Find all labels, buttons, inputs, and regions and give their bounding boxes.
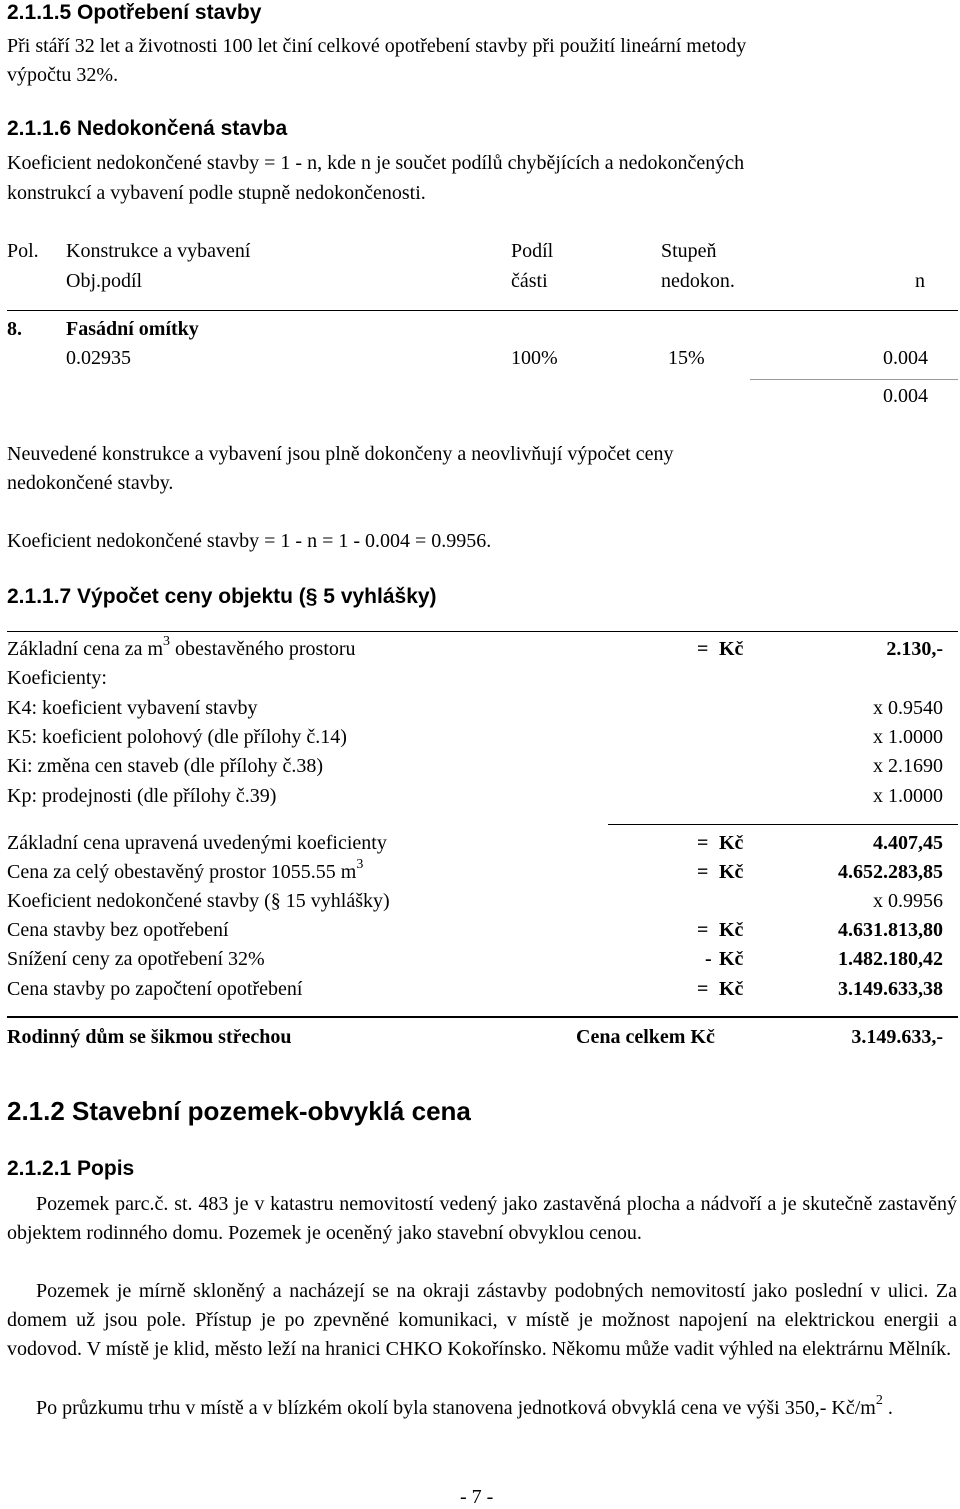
coef-value: x 1.0000 xyxy=(873,785,943,807)
adjusted-price-op: = xyxy=(697,832,709,854)
label-part: Základní cena za m xyxy=(7,638,164,660)
unfinished-coef-value: x 0.9956 xyxy=(873,890,943,912)
table-total: 0.004 xyxy=(883,385,928,407)
coef-value: x 2.1690 xyxy=(873,755,943,777)
text-line: výpočtu 32%. xyxy=(7,64,119,86)
price-no-wear-value: 4.631.813,80 xyxy=(838,919,943,941)
table-header-pol: Pol. xyxy=(7,240,39,262)
section-heading-nedokoncena: 2.1.1.6 Nedokončená stavba xyxy=(7,117,288,140)
coef-label: K4: koeficient vybavení stavby xyxy=(7,697,258,719)
adjusted-price-label: Základní cena upravená uvedenými koeficienty xyxy=(7,832,387,854)
table-row-obj: 0.02935 xyxy=(66,347,131,369)
base-price-value: 2.130,- xyxy=(886,638,943,660)
price-no-wear-label: Cena stavby bez opotřebení xyxy=(7,919,229,941)
table-header-casti: části xyxy=(511,270,548,292)
text-line: Koeficient nedokončené stavby = 1 - n, kde n je součet podílů chybějících a nedokončených xyxy=(7,152,745,174)
coef-label: Ki: změna cen staveb (dle přílohy č.38) xyxy=(7,755,323,777)
table-row-podil: 100% xyxy=(511,347,558,369)
table-rule xyxy=(7,310,958,311)
paragraph-text: Pozemek je mírně skloněný a nacházejí se na okraji zástavby podobných nemovitostí jako poslední v ulici. Za domem už jsou pole. Přístup je po zpevněné komunikaci, v místě je možnost napojení na elektrickou energii a vodovod. V místě je klid, město leží na hranici CHKO Kokořínsko. Někomu může vadit výhled na elektrárnu Mělník. xyxy=(7,1280,957,1360)
paragraph-sign-icon: § xyxy=(270,890,281,912)
table-row-n: 0.004 xyxy=(883,347,928,369)
label-part: Cena za celý obestavěný prostor 1055.55 m xyxy=(7,861,357,883)
base-price-op: = xyxy=(697,638,709,660)
table-header-nedokon: nedokon. xyxy=(661,270,735,292)
wear-reduction-op: - xyxy=(705,948,712,970)
adjusted-price-currency: Kč xyxy=(719,832,744,854)
table-header-obj-podil: Obj.podíl xyxy=(66,270,143,292)
unfinished-coef-label xyxy=(7,890,390,913)
text-line: konstrukcí a vybavení podle stupně nedokončenosti. xyxy=(7,182,426,204)
label-part: 15 vyhlášky) xyxy=(280,890,390,912)
price-after-wear-op: = xyxy=(697,978,709,1000)
heading-part: 2.1.1.7 Výpočet ceny objektu ( xyxy=(7,585,306,608)
paragraph-sign-icon: § xyxy=(305,585,318,608)
wear-reduction-currency: Kč xyxy=(719,948,744,970)
superscript: 3 xyxy=(163,634,171,650)
sum-rule xyxy=(750,379,958,380)
table-header-podil: Podíl xyxy=(511,240,554,262)
section-heading-pozemek: 2.1.2 Stavební pozemek-obvyklá cena xyxy=(7,1096,471,1126)
wear-reduction-label: Snížení ceny za opotřebení 32% xyxy=(7,948,265,970)
text-line: Neuvedené konstrukce a vybavení jsou plně dokončeny a neovlivňují výpočet ceny xyxy=(7,443,674,465)
wear-reduction-value: 1.482.180,42 xyxy=(838,948,943,970)
adjusted-price-value: 4.407,45 xyxy=(873,832,943,854)
coefficients-label: Koeficienty: xyxy=(7,667,107,689)
price-after-wear-label: Cena stavby po započtení opotřebení xyxy=(7,978,303,1000)
paragraph xyxy=(7,1394,957,1423)
price-no-wear-currency: Kč xyxy=(719,919,744,941)
superscript: 2 xyxy=(875,1393,883,1409)
table-row-pol: 8. xyxy=(7,318,22,340)
whole-space-op: = xyxy=(697,861,709,883)
final-label: Rodinný dům se šikmou střechou xyxy=(7,1026,292,1048)
whole-space-currency: Kč xyxy=(719,861,744,883)
coef-value: x 0.9540 xyxy=(873,697,943,719)
total-rule xyxy=(7,1016,958,1018)
section-heading-vypocet xyxy=(7,585,437,609)
subtotal-rule xyxy=(608,824,958,825)
paragraph-text: Po průzkumu trhu v místě a v blízkém okolí byla stanovena jednotková obvyklá cena ve výši 350,- Kč/m xyxy=(36,1397,876,1419)
coef-label: Kp: prodejnosti (dle přílohy č.39) xyxy=(7,785,277,807)
whole-space-label xyxy=(7,857,364,884)
section-rule xyxy=(7,631,958,632)
paragraph-text: Pozemek parc.č. st. 483 je v katastru nemovitostí vedený jako zastavěná plocha a nádvoří a je skutečně zastavěný objektem rodinného domu. Pozemek je oceněný jako stavební obvyklou cenou. xyxy=(7,1193,957,1244)
table-row-stupen: 15% xyxy=(668,347,705,369)
heading-part: 5 vyhlášky) xyxy=(317,585,437,608)
label-part: Koeficient nedokončené stavby ( xyxy=(7,890,271,912)
whole-space-value: 4.652.283,85 xyxy=(838,861,943,883)
table-header-n: n xyxy=(915,270,925,292)
page-number: - 7 - xyxy=(460,1486,494,1508)
table-header-stupen: Stupeň xyxy=(661,240,717,262)
final-value: 3.149.633,- xyxy=(851,1026,943,1048)
label-part: obestavěného prostoru xyxy=(170,638,356,660)
price-after-wear-currency: Kč xyxy=(719,978,744,1000)
price-after-wear-value: 3.149.633,38 xyxy=(838,978,943,1000)
text-line: Při stáří 32 let a životnosti 100 let činí celkové opotřebení stavby při použití lineární metody xyxy=(7,35,747,57)
paragraph-text: . xyxy=(882,1397,893,1419)
paragraph xyxy=(7,1190,957,1248)
table-header-konstrukce: Konstrukce a vybavení xyxy=(66,240,251,262)
formula-line: Koeficient nedokončené stavby = 1 - n = 1 - 0.004 = 0.9956. xyxy=(7,530,492,552)
table-row-name: Fasádní omítky xyxy=(66,318,199,340)
subsection-heading-popis: 2.1.2.1 Popis xyxy=(7,1157,135,1180)
superscript: 3 xyxy=(356,857,364,873)
paragraph xyxy=(7,1277,957,1364)
price-no-wear-op: = xyxy=(697,919,709,941)
text-line: nedokončené stavby. xyxy=(7,472,174,494)
coef-label: K5: koeficient polohový (dle přílohy č.14) xyxy=(7,726,347,748)
final-mid-label: Cena celkem Kč xyxy=(576,1026,715,1048)
base-price-label xyxy=(7,634,356,661)
section-heading-opotrebeni: 2.1.1.5 Opotřebení stavby xyxy=(7,1,262,24)
base-price-currency: Kč xyxy=(719,638,744,660)
coef-value: x 1.0000 xyxy=(873,726,943,748)
